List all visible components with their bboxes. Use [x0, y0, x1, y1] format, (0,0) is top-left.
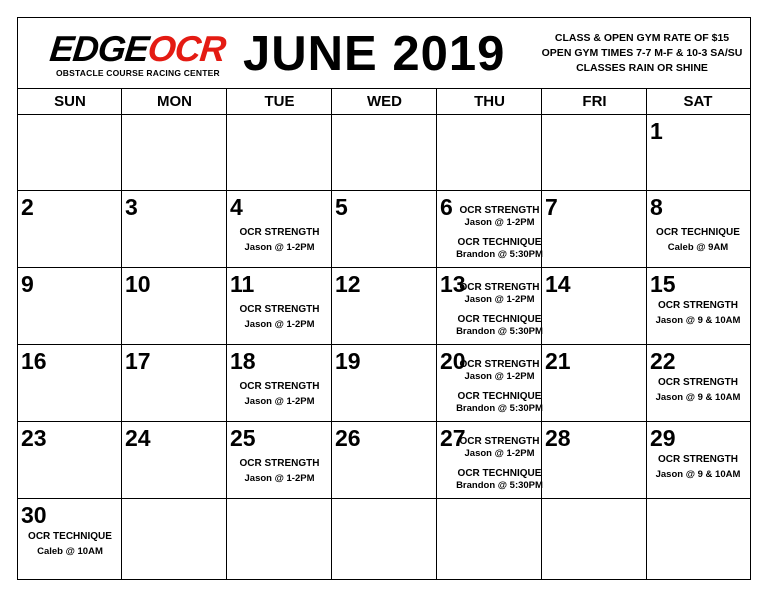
- day-number: 6: [440, 194, 453, 220]
- event-title: OCR TECHNIQUE: [457, 314, 542, 325]
- day-number: 28: [545, 425, 571, 451]
- day-cell-12: [332, 268, 437, 345]
- event-title: OCR STRENGTH: [239, 381, 320, 392]
- weekday-sat: SAT: [683, 93, 713, 110]
- day-cell-25: [227, 422, 332, 499]
- event-instructor-time: Brandon @ 5:30PM: [456, 326, 543, 337]
- event-title: OCR STRENGTH: [239, 458, 320, 469]
- empty-day-cell: [332, 499, 437, 579]
- empty-day-cell: [227, 115, 332, 191]
- event-title: OCR STRENGTH: [658, 454, 738, 465]
- month-title: JUNE 2019: [243, 27, 506, 81]
- day-cell-30: [18, 499, 122, 579]
- event-title: OCR STRENGTH: [459, 282, 540, 293]
- day-cell-6: [437, 191, 542, 268]
- class-event: [18, 531, 122, 558]
- event-instructor-time: Jason @ 1-2PM: [464, 294, 535, 305]
- info-block: [532, 31, 752, 76]
- class-event: [647, 227, 749, 254]
- day-cell-13: [437, 268, 542, 345]
- event-title: OCR TECHNIQUE: [457, 391, 542, 402]
- day-number: 22: [650, 348, 676, 374]
- class-event: [437, 314, 552, 338]
- info-hours: OPEN GYM TIMES 7-7 M-F & 10-3 SA/SU: [541, 47, 743, 59]
- event-title: OCR TECHNIQUE: [656, 227, 740, 238]
- day-cell-28: [542, 422, 647, 499]
- event-instructor-time: Jason @ 9 & 10AM: [655, 315, 741, 326]
- day-cell-14: [542, 268, 647, 345]
- day-number: 10: [125, 271, 151, 297]
- day-number: 30: [21, 502, 47, 528]
- day-number: 15: [650, 271, 676, 297]
- day-cell-15: [647, 268, 749, 345]
- day-number: 8: [650, 194, 663, 220]
- day-number: 29: [650, 425, 676, 451]
- day-number: 19: [335, 348, 361, 374]
- class-event: [437, 391, 552, 415]
- event-instructor-time: Caleb @ 9AM: [667, 242, 729, 253]
- event-instructor-time: Caleb @ 10AM: [37, 546, 103, 557]
- event-instructor-time: Jason @ 1-2PM: [244, 319, 315, 330]
- day-cell-5: [332, 191, 437, 268]
- day-cell-22: [647, 345, 749, 422]
- day-number: 23: [21, 425, 47, 451]
- weekday-tue: TUE: [264, 93, 295, 110]
- day-number: 5: [335, 194, 348, 220]
- day-number: 7: [545, 194, 558, 220]
- day-cell-4: [227, 191, 332, 268]
- empty-day-cell: [542, 115, 647, 191]
- event-instructor-time: Jason @ 1-2PM: [244, 396, 315, 407]
- logo-edge-text: EDGE: [47, 28, 151, 69]
- empty-day-cell: [332, 115, 437, 191]
- event-title: OCR STRENGTH: [459, 436, 540, 447]
- day-number: 12: [335, 271, 361, 297]
- event-instructor-time: Brandon @ 5:30PM: [456, 480, 543, 491]
- day-cell-29: [647, 422, 749, 499]
- day-cell-9: [18, 268, 122, 345]
- event-instructor-time: Jason @ 1-2PM: [244, 242, 315, 253]
- event-instructor-time: Brandon @ 5:30PM: [456, 403, 543, 414]
- event-title: OCR TECHNIQUE: [28, 531, 112, 542]
- weekday-fri: FRI: [582, 93, 607, 110]
- row-divider: [18, 421, 750, 422]
- empty-day-cell: [437, 499, 542, 579]
- event-title: OCR STRENGTH: [459, 359, 540, 370]
- day-cell-24: [122, 422, 227, 499]
- event-instructor-time: Jason @ 1-2PM: [464, 448, 535, 459]
- day-cell-3: [122, 191, 227, 268]
- day-number: 21: [545, 348, 571, 374]
- day-cell-26: [332, 422, 437, 499]
- event-instructor-time: Jason @ 9 & 10AM: [655, 392, 741, 403]
- class-event: [437, 205, 552, 229]
- event-title: OCR STRENGTH: [658, 377, 738, 388]
- day-number: 3: [125, 194, 138, 220]
- event-title: OCR STRENGTH: [239, 304, 320, 315]
- day-number: 11: [230, 271, 255, 297]
- day-cell-20: [437, 345, 542, 422]
- class-event: [437, 237, 552, 261]
- row-divider: [18, 344, 750, 345]
- column-divider: [226, 89, 227, 579]
- day-cell-27: [437, 422, 542, 499]
- edge-ocr-logo: [47, 28, 230, 79]
- empty-day-cell: [122, 115, 227, 191]
- column-divider: [436, 89, 437, 579]
- row-divider: [18, 498, 750, 499]
- event-instructor-time: Jason @ 1-2PM: [464, 371, 535, 382]
- weekday-header-row: [18, 89, 750, 115]
- empty-day-cell: [227, 499, 332, 579]
- weekday-thu: THU: [474, 93, 505, 110]
- day-number: 2: [21, 194, 34, 220]
- event-title: OCR STRENGTH: [459, 205, 540, 216]
- day-number: 4: [230, 194, 243, 220]
- empty-day-cell: [18, 115, 122, 191]
- day-number: 13: [440, 271, 466, 297]
- logo-ocr-text: OCR: [145, 28, 228, 69]
- day-cell-16: [18, 345, 122, 422]
- class-event: [227, 458, 332, 485]
- column-divider: [331, 89, 332, 579]
- weekday-mon: MON: [157, 93, 192, 110]
- event-title: OCR STRENGTH: [239, 227, 320, 238]
- day-cell-2: [18, 191, 122, 268]
- event-title: OCR TECHNIQUE: [457, 237, 542, 248]
- day-number: 18: [230, 348, 256, 374]
- event-title: OCR STRENGTH: [658, 300, 738, 311]
- empty-day-cell: [647, 499, 749, 579]
- day-cell-11: [227, 268, 332, 345]
- event-instructor-time: Jason @ 1-2PM: [464, 217, 535, 228]
- class-event: [437, 436, 552, 460]
- class-event: [437, 282, 552, 306]
- class-event: [437, 468, 552, 492]
- class-event: [227, 227, 332, 254]
- event-instructor-time: Jason @ 1-2PM: [244, 473, 315, 484]
- row-divider: [18, 267, 750, 268]
- day-number: 17: [125, 348, 151, 374]
- class-event: [647, 454, 749, 481]
- info-rate: CLASS & OPEN GYM RATE OF $15: [554, 32, 730, 44]
- day-number: 1: [650, 118, 663, 144]
- column-divider: [121, 89, 122, 579]
- day-cell-8: [647, 191, 749, 268]
- empty-day-cell: [122, 499, 227, 579]
- day-number: 27: [440, 425, 466, 451]
- day-number: 24: [125, 425, 151, 451]
- column-divider: [541, 89, 542, 579]
- day-cell-1: [647, 115, 749, 191]
- day-cell-7: [542, 191, 647, 268]
- row-divider: [18, 190, 750, 191]
- event-instructor-time: Brandon @ 5:30PM: [456, 249, 543, 260]
- event-instructor-time: Jason @ 9 & 10AM: [655, 469, 741, 480]
- day-number: 20: [440, 348, 466, 374]
- info-weather: CLASSES RAIN OR SHINE: [576, 62, 708, 74]
- day-number: 14: [545, 271, 571, 297]
- day-cell-23: [18, 422, 122, 499]
- class-event: [647, 300, 749, 327]
- weekday-sun: SUN: [54, 93, 86, 110]
- day-cell-17: [122, 345, 227, 422]
- class-event: [437, 359, 552, 383]
- day-cell-21: [542, 345, 647, 422]
- day-number: 26: [335, 425, 361, 451]
- event-title: OCR TECHNIQUE: [457, 468, 542, 479]
- column-divider: [646, 89, 647, 579]
- class-event: [227, 381, 332, 408]
- day-number: 9: [21, 271, 34, 297]
- class-event: [647, 377, 749, 404]
- day-cell-10: [122, 268, 227, 345]
- logo-wordmark: [47, 28, 228, 69]
- day-cell-18: [227, 345, 332, 422]
- calendar: [17, 17, 751, 580]
- class-event: [227, 304, 332, 331]
- day-cell-19: [332, 345, 437, 422]
- day-number: 25: [230, 425, 256, 451]
- empty-day-cell: [542, 499, 647, 579]
- empty-day-cell: [437, 115, 542, 191]
- calendar-header: [18, 18, 750, 89]
- weekday-wed: WED: [367, 93, 402, 110]
- day-number: 16: [21, 348, 47, 374]
- logo-subtitle: OBSTACLE COURSE RACING CENTER: [56, 68, 220, 78]
